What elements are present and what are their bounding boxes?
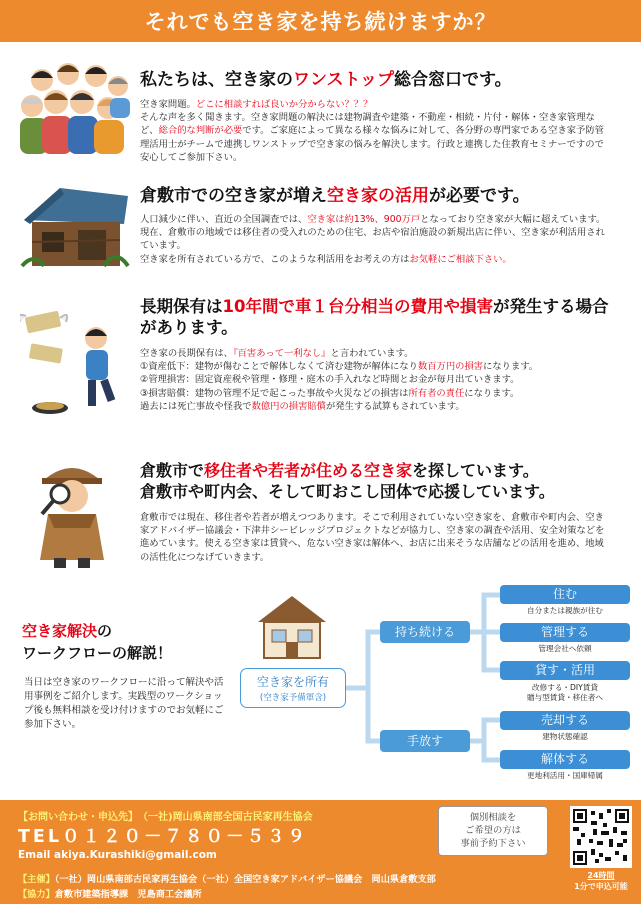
release-step: 手放す <box>380 730 470 752</box>
branch-sell-sub: 建物状態確認 <box>542 732 588 741</box>
keep-step: 持ち続ける <box>380 621 470 643</box>
section-heading: 倉敷市での空き家が増え空き家の活用が必要です。 <box>140 186 530 206</box>
section-body: 倉敷市では現在、移住者や若者が増えつつあります。そこで利用されていない空き家を、倉敷市や町内会、空き家アドバイザー協議会・下津井シービレッジプロジェクトなどが協力し、空き家の調査や活用、安全対策などを進めています。使える空き家は賃貸へ、危ない空き家は解体へ、お店に出来そうな店舗などの活用を進め、地域の活性化につなげていきます。 <box>140 512 605 563</box>
qr-code-icon <box>573 809 629 865</box>
branch-sell: 売却する <box>500 711 630 730</box>
section-body: 空き家の長期保有は、『百害あって一利なし』と言われています。 ①資産低下：建物が傷むことで解体しなくて済む建物が解体になり数百万円の損害になります。 ②管理損害：固定資産税や管理・修理・庭木の手入れなど時間とお金が毎月出ていきます。 ③損害賠償：建物の管理不足で起こった事故や火災などの損害は所有者の責任になります。 過去には死亡事故や怪我で数億円の損害賠償が発生する試算もされています。 <box>140 348 539 412</box>
branch-live: 住む <box>500 585 630 604</box>
cooperation-line: 【協力】倉敷市建築指導課 児島商工会議所 <box>18 889 202 900</box>
host-line: 【主催】（一社）岡山県南部古民家再生協会（一社）全国空き家アドバイザー協議会 岡山県倉敷支部 <box>18 874 436 885</box>
owner-box: 空き家を所有 (空き家予備軍含) <box>240 668 346 708</box>
branch-demolish-sub: 更地利活用・国庫帰属 <box>527 771 603 780</box>
branch-manage-sub: 管理会社へ依頼 <box>538 644 592 653</box>
phone-number[interactable]: TEL０１２０－７８０－５３９ <box>18 827 309 847</box>
section-heading: 私たちは、空き家のワンストップ総合窓口です。 <box>140 70 512 90</box>
email-address[interactable]: Email akiya.Kurashiki@gmail.com <box>18 849 217 861</box>
contact-line: 【お問い合わせ・申込先】 （一社)岡山県南部全国古民家再生協会 <box>18 812 313 823</box>
section-body: 空き家問題。どこに相談すれば良いか分からない？？？ そんな声を多く聞きます。空き家問題の解決には建物調査や建築・不動産・相続・片付・解体・空き家管理など、総合的な判断が必要です。ご家庭によって異なる様々な悩みに対して、各分野の専門家である空き家予防管理活用士がチームで連携しワンストップで空き家の悩みを解決します。行政と連携した住教育セミナーですので安心してご参加下さい。 <box>140 99 604 163</box>
workflow-description: 当日は空き家のワークフローに沿って解決や活用事例をご紹介します。実践型のワークショップ後も無料相談を受け付けますのでお気軽にご参加下さい。 <box>24 677 224 730</box>
section-heading: 倉敷市で移住者や若者が住める空き家を探しています。 倉敷市や町内会、そして町おこし団体で応援しています。 <box>140 461 555 501</box>
branch-live-sub: 自分または親族が住む <box>527 606 603 615</box>
section-heading: 長期保有は10年間で車１台分相当の費用や損害が発生する場合があります。 <box>140 297 609 337</box>
branch-rent-sub: 改修する・DIY賃貸 贈与型賃貸・移住者へ <box>527 683 603 702</box>
page-title: それでも空き家を持ち続けますか？ <box>144 10 497 34</box>
consultation-bubble: 個別相談を ご希望の方は 事前予約下さい <box>438 806 548 856</box>
workflow-title: 空き家解決の ワークフローの解説！ <box>22 622 173 662</box>
branch-rent: 貸す・活用 <box>500 661 630 680</box>
branch-manage: 管理する <box>500 623 630 642</box>
branch-demolish: 解体する <box>500 750 630 769</box>
qr-note: 24時間 1分で申込可能 <box>574 871 628 891</box>
section-body: 人口減少に伴い、直近の全国調査では、空き家は約13%、900万戸となっており空き家が大幅に超えています。現在、倉敷市の地域では移住者の受入れのための住宅、お店や宿泊施設の新規出店に伴い、空き家が利活用されています。 空き家を所有されている方で、このような利活用をお考えの方はお気軽にご相談下さい。 <box>140 214 606 265</box>
qr-code[interactable] <box>570 806 632 868</box>
